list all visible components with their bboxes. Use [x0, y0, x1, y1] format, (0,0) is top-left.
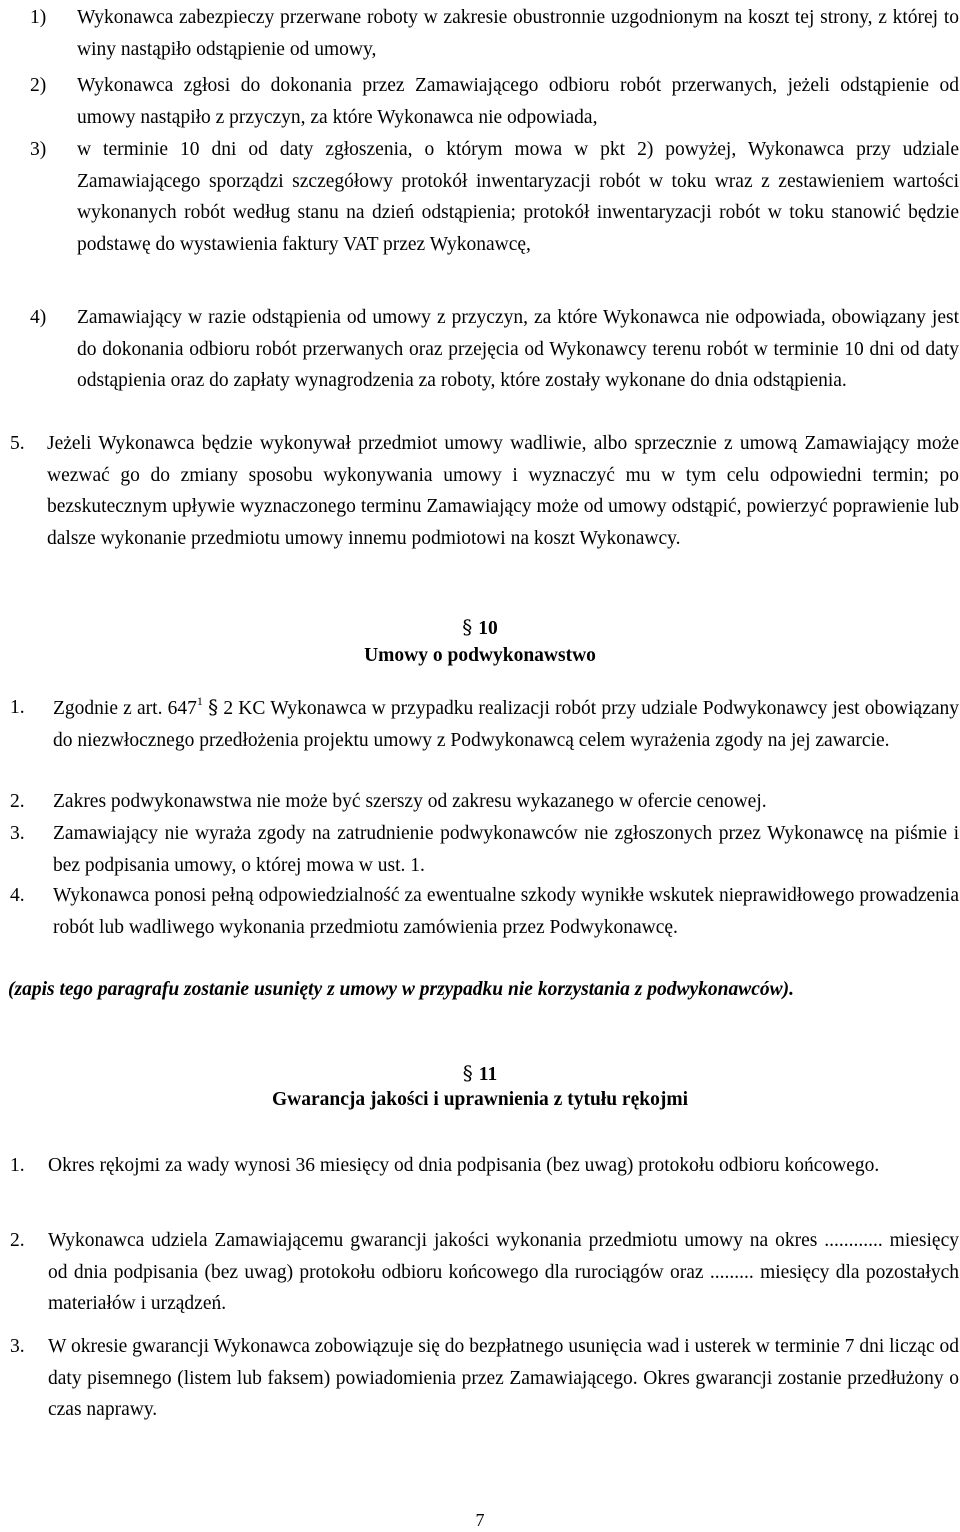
paragraph-sign: § [208, 695, 219, 719]
page-number: 7 [475, 1510, 485, 1530]
list-number: 1. [10, 1155, 25, 1176]
list-number: 3. [10, 1336, 25, 1357]
list-item [30, 2, 959, 65]
list-number: 4. [10, 885, 25, 906]
list-item [10, 880, 959, 943]
superscript: 1 [196, 694, 203, 708]
section-title: Gwarancja jakości i uprawnienia z tytułu rękojmi [272, 1089, 688, 1110]
list-item [10, 692, 959, 756]
list-item [10, 1331, 959, 1426]
list-item [10, 1150, 959, 1182]
list-item [30, 134, 959, 260]
list-text: Wykonawca zgłosi do dokonania przez Zamawiającego odbioru robót przerwanych, jeżeli odstąpienie od umowy nastąpiło z przyczyn, za które Wykonawca nie odpowiada, [77, 75, 959, 128]
list-number: 1) [30, 7, 47, 28]
italic-note: (zapis tego paragrafu zostanie usunięty z umowy w przypadku nie korzystania z podwykonawców). [8, 979, 795, 1000]
list-text: W okresie gwarancji Wykonawca zobowiązuje się do bezpłatnego usunięcia wad i usterek w terminie 7 dni licząc od daty pisemnego (listem lub faksem) powiadomienia przez Zamawiającego. Okres gwarancji zostanie przedłużony o czas naprawy. [48, 1336, 959, 1420]
list-item [10, 786, 959, 818]
list-number: 3. [10, 823, 25, 844]
list-item [10, 428, 959, 554]
list-text [53, 692, 959, 756]
section-number-value: 10 [478, 618, 498, 639]
list-text: Zamawiający nie wyraża zgody na zatrudnienie podwykonawców nie zgłoszonych przez Wykonawcę na piśmie i bez podpisania umowy, o której mowa w ust. 1. [53, 823, 959, 876]
list-text-part: 2 KC Wykonawca w przypadku realizacji robót przy udziale Podwykonawcy jest obowiązany do niezwłocznego przedłożenia projektu umowy z Podwykonawcą celem wyrażenia zgody na jej zawarcie. [53, 698, 960, 751]
list-text: Zakres podwykonawstwa nie może być szerszy od zakresu wykazanego w ofercie cenowej. [53, 791, 767, 812]
list-text: Zamawiający w razie odstąpienia od umowy z przyczyn, za które Wykonawca nie odpowiada, obowiązany jest do dokonania odbioru robót przerwanych oraz przejęcia od Wykonawcy terenu robót w terminie 10 dni od daty odstąpienia oraz do zapłaty wynagrodzenia za roboty, które zostały wykonane do dnia odstąpienia. [77, 307, 959, 391]
list-item [10, 818, 959, 881]
list-number: 5. [10, 433, 25, 454]
section-title: Umowy o podwykonawstwo [364, 645, 596, 666]
list-number: 2. [10, 791, 25, 812]
list-item [10, 1225, 959, 1320]
list-number: 3) [30, 139, 47, 160]
paragraph-sign: § [462, 615, 473, 639]
list-item [30, 302, 959, 397]
section-number-value: 11 [478, 1064, 498, 1085]
list-text: Jeżeli Wykonawca będzie wykonywał przedmiot umowy wadliwie, albo sprzecznie z umową Zamawiający może wezwać go do zmiany sposobu wykonywania umowy i wyznaczyć mu w tym celu odpowiedni termin; po bezskutecznym upływie wyznaczonego terminu Zamawiający może od umowy odstąpić, powierzyć poprawienie lub dalsze wykonanie przedmiotu umowy innemu podmiotowi na koszt Wykonawcy. [47, 433, 959, 549]
list-item [30, 70, 959, 133]
list-text: Okres rękojmi za wady wynosi 36 miesięcy od dnia podpisania (bez uwag) protokołu odbioru końcowego. [48, 1155, 880, 1176]
list-text: Wykonawca udziela Zamawiającemu gwarancji jakości wykonania przedmiotu umowy na okres ............ miesięcy od dnia podpisania (bez uwag) protokołu odbioru końcowego dla rurociągów oraz ......... miesięcy dla pozostałych materiałów i urządzeń. [48, 1230, 959, 1314]
list-text: Wykonawca ponosi pełną odpowiedzialność za ewentualne szkody wynikłe wskutek nieprawidłowego prowadzenia robót lub wadliwego wykonania przedmiotu zamówienia przez Podwykonawcę. [53, 885, 959, 938]
paragraph-sign: § [462, 1061, 473, 1085]
list-number: 1. [10, 697, 25, 718]
list-text: w terminie 10 dni od daty zgłoszenia, o którym mowa w pkt 2) powyżej, Wykonawca przy udziale Zamawiającego sporządzi szczegółowy protokół inwentaryzacji robót w toku wraz z zestawieniem wartości wykonanych robót według stanu na dzień odstąpienia; protokół inwentaryzacji robót w toku stanowić będzie podstawę do wystawienia faktury VAT przez Wykonawcę, [77, 139, 959, 255]
list-text: Wykonawca zabezpieczy przerwane roboty w zakresie obustronnie uzgodnionym na koszt tej strony, z której to winy nastąpiło odstąpienie od umowy, [77, 7, 959, 60]
list-text-part: Zgodnie z art. 647 [53, 698, 197, 719]
list-number: 2) [30, 75, 47, 96]
list-number: 2. [10, 1230, 25, 1251]
list-number: 4) [30, 307, 47, 328]
